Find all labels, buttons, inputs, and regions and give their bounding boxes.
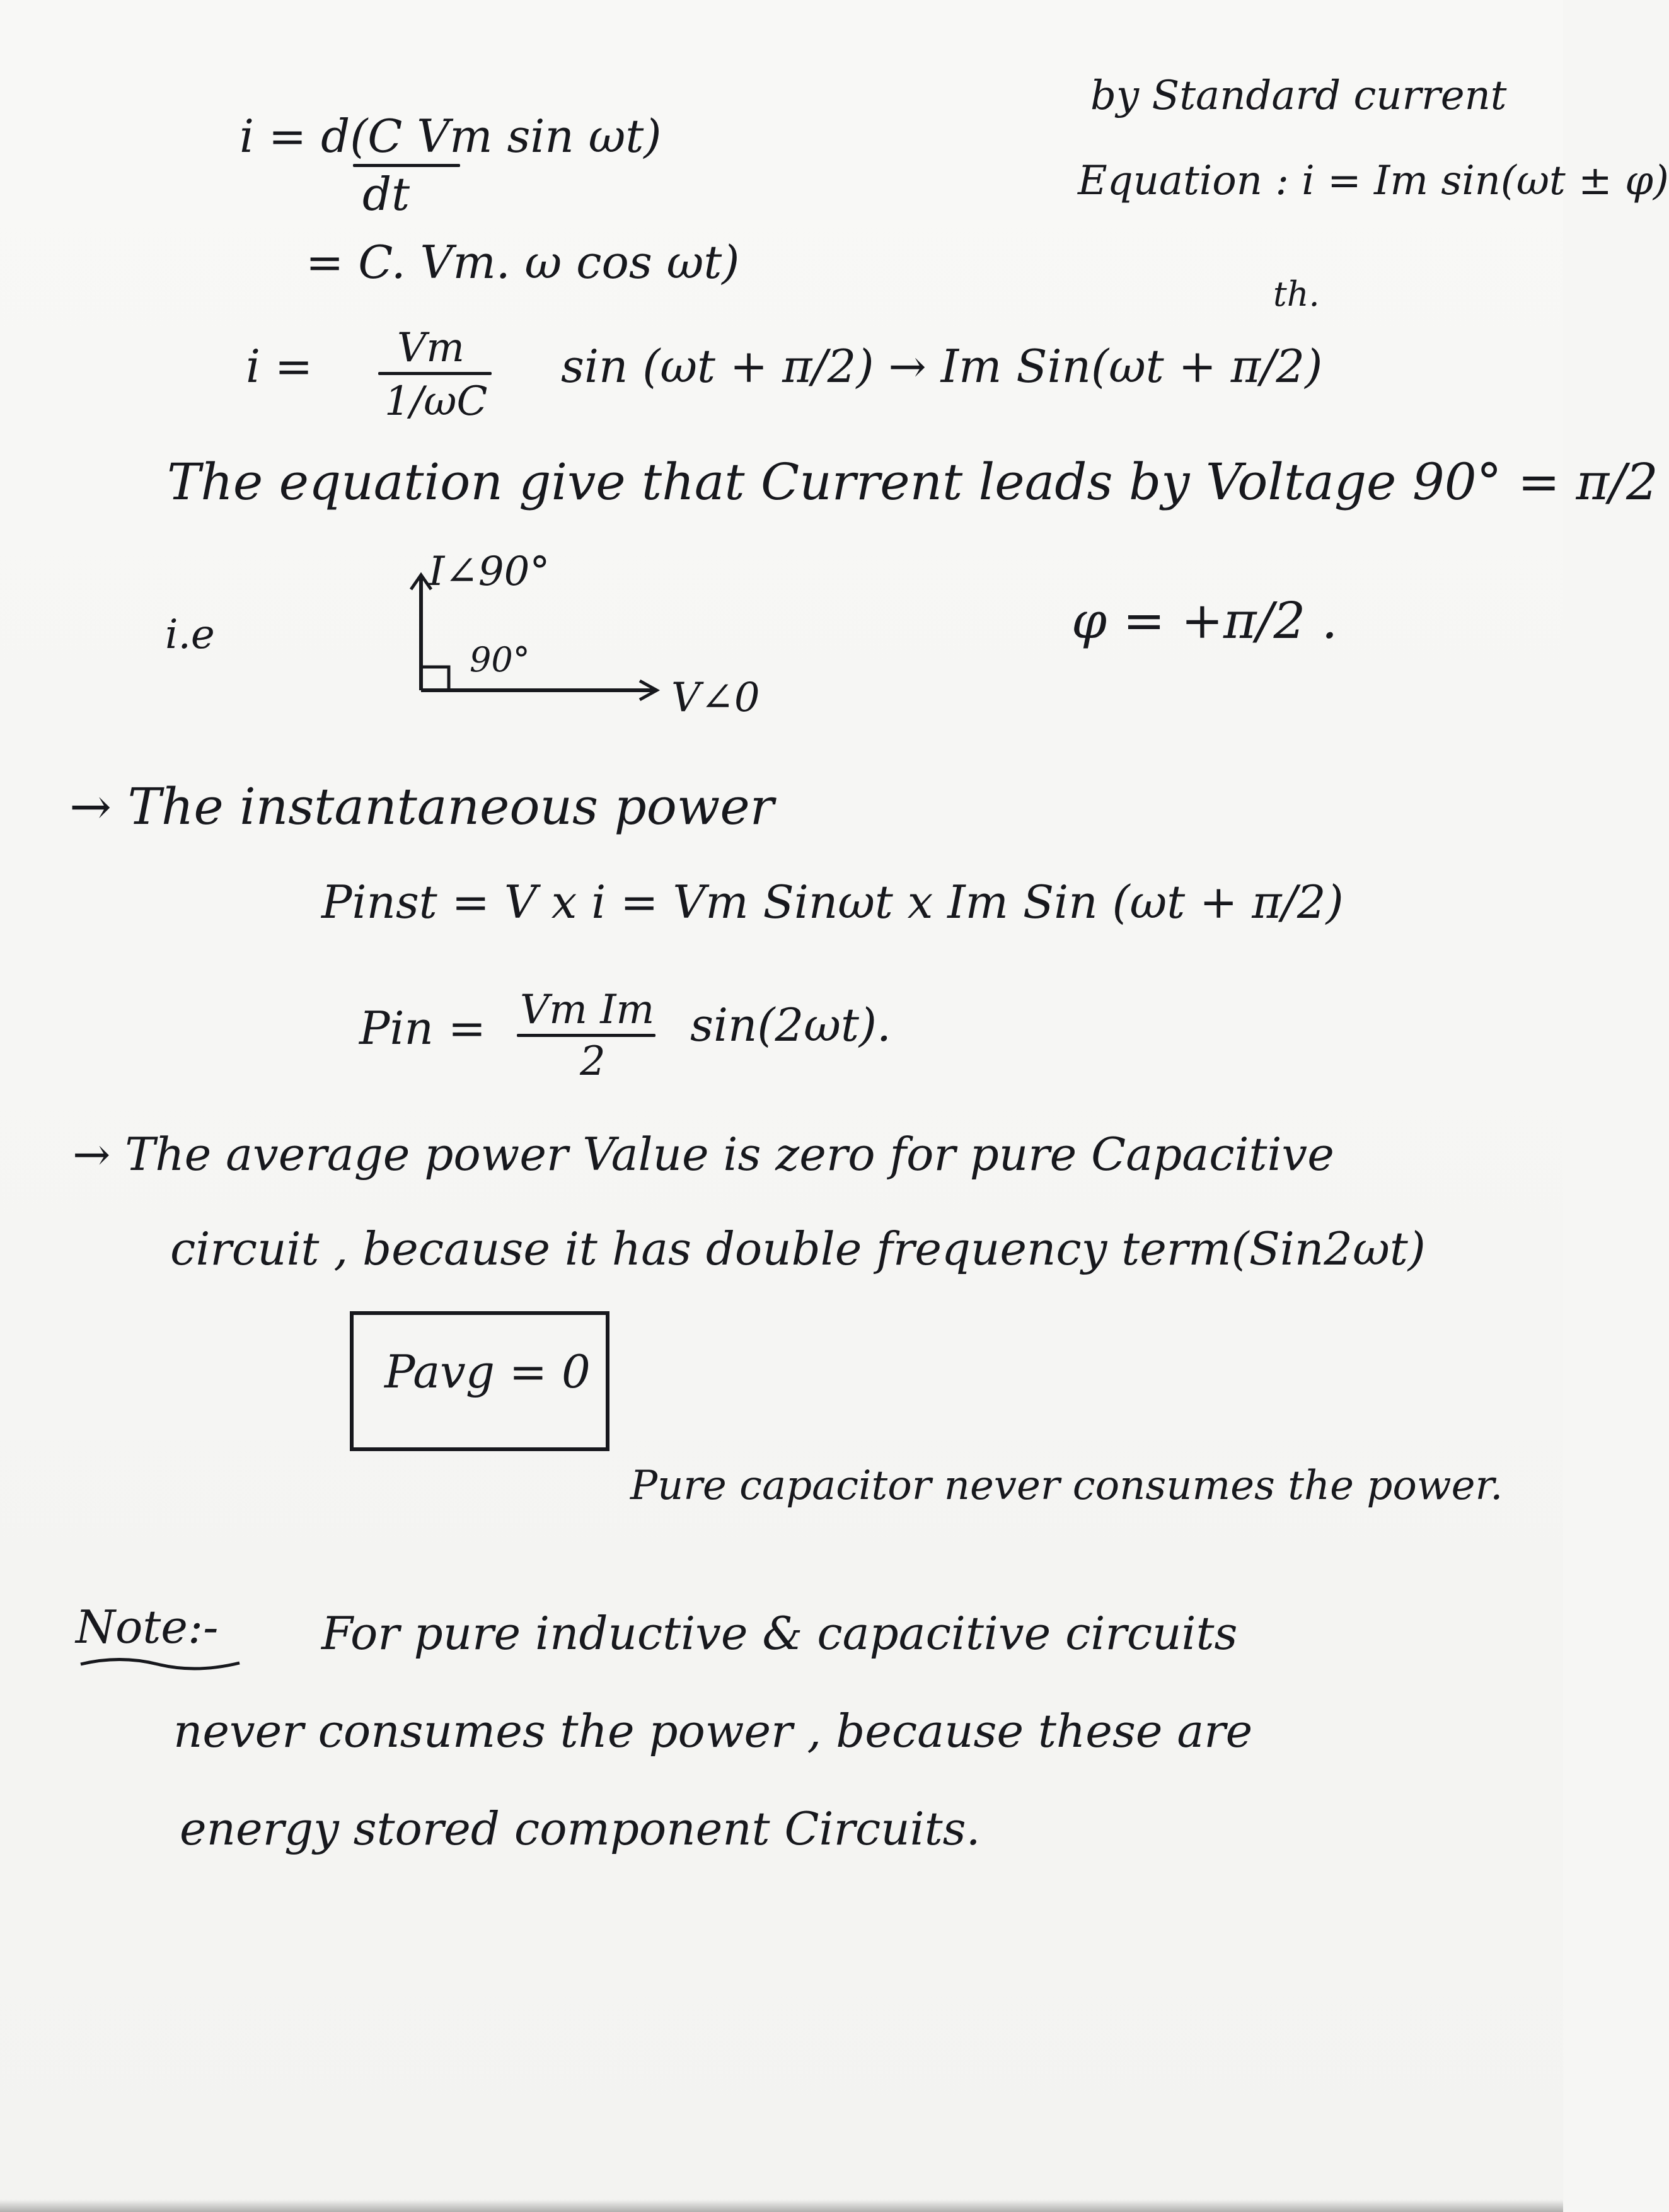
- average-power-line1: → The average power Value is zero for pure Capacitive: [72, 1128, 1334, 1181]
- side-note-line3: th.: [1273, 274, 1320, 314]
- average-power-line2: circuit , because it has double frequency term(Sin2ωt): [170, 1222, 1426, 1275]
- instantaneous-power-equation: Pinst = V x i = Vm Sinωt x Im Sin (ωt + π/2): [321, 876, 1344, 929]
- current-result-lhs: i =: [246, 340, 313, 393]
- average-power-boxed-value: Pavg = 0: [384, 1345, 591, 1398]
- phase-statement: The equation give that Current leads by Voltage 90° = π/2: [167, 453, 1658, 511]
- current-phasor-label: I∠90°: [429, 548, 550, 595]
- current-result-rhs: sin (ωt + π/2) → Im Sin(ωt + π/2): [561, 340, 1323, 393]
- pin-numerator: Vm Im: [520, 987, 655, 1033]
- capacitor-remark: Pure capacitor never consumes the power.: [630, 1462, 1503, 1509]
- voltage-phasor-label: V∠0: [671, 675, 760, 721]
- page-bottom-shadow: [0, 2199, 1563, 2212]
- current-derivative-step2: = C. Vm. ω cos ωt): [306, 236, 740, 289]
- phase-angle-text: φ = +π/2 .: [1071, 591, 1338, 650]
- current-derivative-numerator: i = d(C Vm sin ωt): [240, 110, 662, 163]
- current-derivative-denominator: dt: [362, 168, 410, 221]
- side-note-line2: Equation : i = Im sin(ωt ± φ): [1078, 158, 1669, 204]
- pin-lhs: Pin =: [359, 1002, 487, 1055]
- right-angle-label: 90°: [470, 640, 530, 680]
- note-line3: energy stored component Circuits.: [180, 1802, 981, 1855]
- pin-rhs: sin(2ωt).: [690, 999, 891, 1051]
- note-line1: For pure inductive & capacitive circuits: [321, 1607, 1238, 1660]
- instantaneous-power-heading: → The instantaneous power: [69, 777, 774, 836]
- note-label: Note:-: [76, 1601, 219, 1653]
- note-line2: never consumes the power , because these are: [173, 1705, 1253, 1757]
- current-result-numerator: Vm: [397, 325, 465, 371]
- ie-label: i.e: [165, 611, 215, 658]
- pin-denominator: 2: [580, 1038, 606, 1085]
- current-result-denominator: 1/ωC: [384, 378, 488, 425]
- side-note-line1: by Standard current: [1090, 72, 1507, 119]
